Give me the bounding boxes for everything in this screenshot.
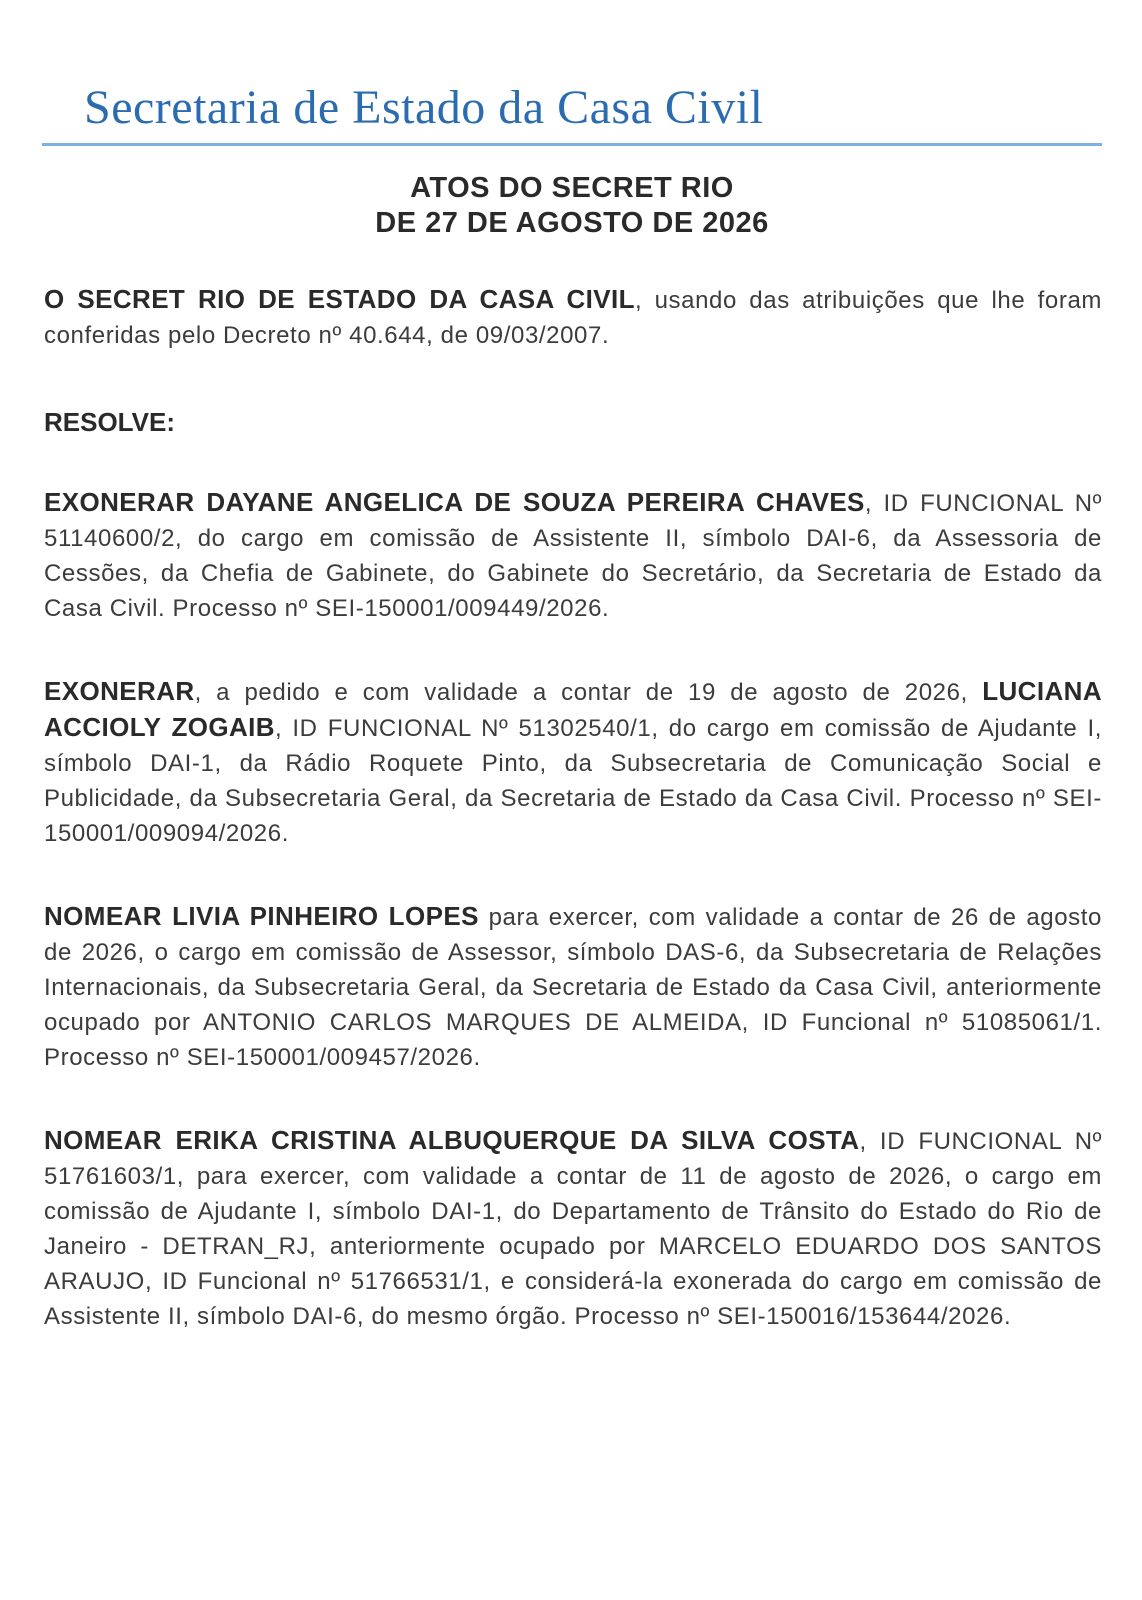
- header-title: Secretaria de Estado da Casa Civil: [84, 81, 764, 134]
- act-4-text: , ID FUNCIONAL Nº 51761603/1, para exercer, com validade a contar de 11 de agosto de 2026, o cargo em comissão de Ajudante I, símbolo DAI-1, do Departamento de Trânsito do Estado do Rio de Janeiro - DETRAN_RJ, anteriormente ocupado por MARCELO EDUARDO DOS SANTOS ARAUJO, ID Funcional nº 51766531/1, e considerá-la exonerada do cargo em comissão de Assistente II, símbolo DAI-6, do mesmo órgão. Processo nº SEI-150016/153644/2026.: [44, 1128, 1102, 1330]
- act-3-lead: NOMEAR LIVIA PINHEIRO LOPES: [44, 901, 479, 931]
- act-2-lead: EXONERAR: [44, 676, 195, 706]
- act-paragraph-3: [44, 899, 1102, 1075]
- preamble-text: , usando das atribuições que lhe foram conferidas pelo Decreto nº 40.644, de 09/03/2007.: [44, 287, 1102, 349]
- acts-heading-date: DE 27 DE AGOSTO DE 2026: [375, 207, 769, 239]
- act-paragraph-1: [44, 485, 1102, 626]
- act-1-text: , ID FUNCIONAL Nº 51140600/2, do cargo em comissão de Assistente II, símbolo DAI-6, da Assessoria de Cessões, da Chefia de Gabinete, do Gabinete do Secretário, da Secretaria de Estado da Casa Civil. Processo nº SEI-150001/009449/2026.: [44, 490, 1102, 622]
- act-paragraph-2: [44, 674, 1102, 851]
- preamble-authority: O SECRET RIO DE ESTADO DA CASA CIVIL: [44, 284, 635, 314]
- act-4-lead: NOMEAR ERIKA CRISTINA ALBUQUERQUE DA SILVA COSTA: [44, 1125, 860, 1155]
- act-2-text-1: , a pedido e com validade a contar de 19 de agosto de 2026,: [194, 679, 983, 706]
- act-3-text: para exercer, com validade a contar de 26 de agosto de 2026, o cargo em comissão de Assessor, símbolo DAS-6, da Subsecretaria de Relações Internacionais, da Subsecretaria Geral, da Secretaria de Estado da Casa Civil, anteriormente ocupado por ANTONIO CARLOS MARQUES DE ALMEIDA, ID Funcional nº 51085061/1. Processo nº SEI-150001/009457/2026.: [44, 904, 1102, 1071]
- act-2-name: LUCIANA ACCIOLY ZOGAIB: [44, 676, 1102, 742]
- act-1-lead: EXONERAR DAYANE ANGELICA DE SOUZA PEREIRA CHAVES: [44, 487, 865, 517]
- header-divider: [42, 143, 1102, 146]
- resolve-label: RESOLVE:: [44, 407, 175, 437]
- preamble-paragraph: [44, 282, 1102, 353]
- acts-heading-line1: ATOS DO SECRET RIO: [410, 172, 734, 204]
- act-2-text-2: , ID FUNCIONAL Nº 51302540/1, do cargo em comissão de Ajudante I, símbolo DAI-1, da Rádio Roquete Pinto, da Subsecretaria de Comunicação Social e Publicidade, da Subsecretaria Geral, da Secretaria de Estado da Casa Civil. Processo nº SEI-150001/009094/2026.: [44, 715, 1102, 847]
- document-body: [44, 282, 1102, 1334]
- act-paragraph-4: [44, 1123, 1102, 1334]
